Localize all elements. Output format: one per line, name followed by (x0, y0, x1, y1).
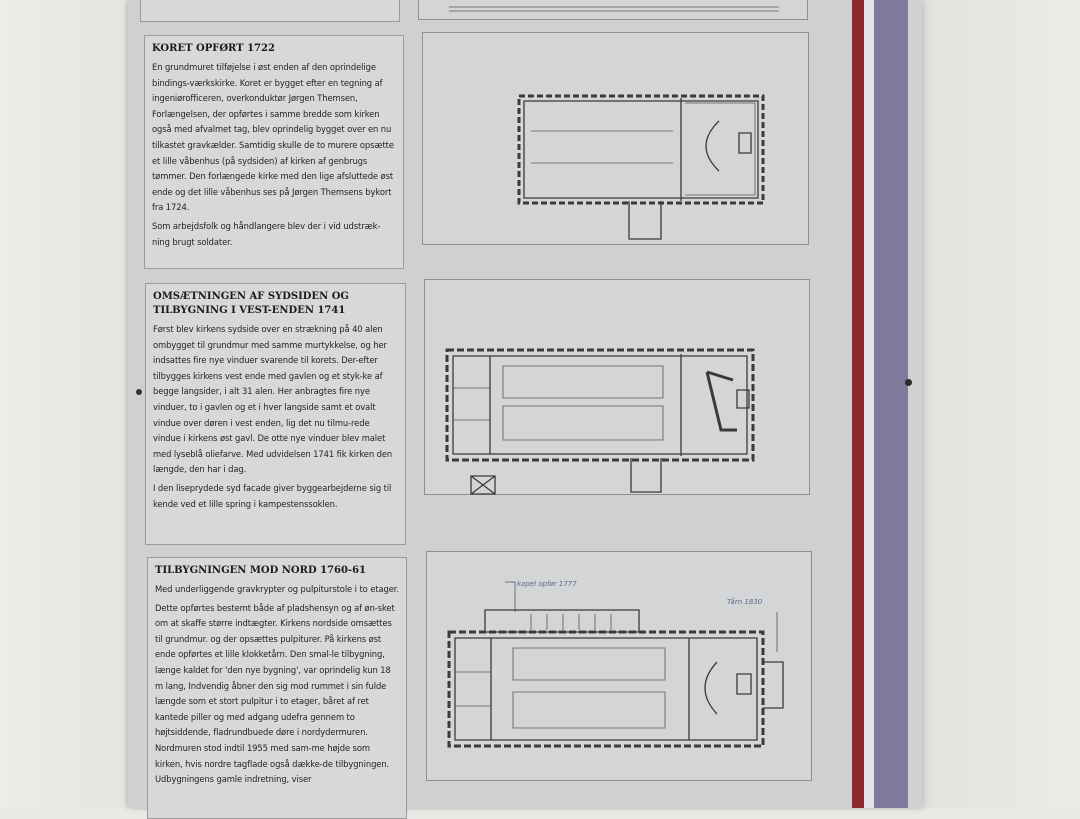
section-omsaetning (145, 283, 406, 545)
wall-right (920, 0, 1080, 808)
previous-plan-box (418, 0, 808, 20)
flag-stripe-white (864, 0, 874, 808)
previous-plan-sketch (419, 0, 809, 21)
floor-plan-sketch (427, 552, 813, 782)
section-heading: TILBYGNINGEN MOD NORD 1760-61 (155, 565, 366, 576)
floor-plan-1760 (426, 551, 812, 781)
section-heading: KORET OPFØRT 1722 (152, 43, 275, 54)
section-heading: OMSÆTNINGEN AF SYDSIDEN OG TILBYGNING I VEST-ENDEN 1741 (153, 291, 349, 316)
section-paragraph: Med underliggende gravkrypter og pulpiturstole i to etager. (155, 584, 399, 594)
section-paragraph: Først blev kirkens sydside over en strækning på 40 alen ombygget til grundmur med samme murtykkelse, og her indsattes fire nye vinduer svarende til korets. Der-efter tilbygges kirkens vest ende med gavlen og et styk-ke af begge langsider, i alt 31 alen. Her anbragtes fire nye vinduer, to i gavlen og et i hver langside samt et ovalt vindue over døren i vest enden, lig det nu tilmu-rede vindue i kirkens øst gavl. De otte nye vinduer blev malet med lyseblå oliefarve. Med udvidelsen 1741 fik kirken den længde, den har i dag. (153, 324, 393, 475)
floor-plan-sketch (425, 280, 811, 496)
plan-note-tower: Tårn 1830 (727, 598, 763, 606)
flag-stripe-red (852, 0, 864, 808)
section-tilbygning-nord (147, 557, 407, 819)
flag-stripe-blue (874, 0, 908, 808)
section-paragraph: Dette opførtes bestemt både af pladshensyn og af øn-sket om at skaffe større indtægter. Kirkens nordside omsættes til grundmur. og der opsættes pulpiturer. På kirkens øst ende opførtes et lille klokketårn. Den smal-le tilbygning, længe kaldet for 'den nye bygning', var oprindelig kun 18 m lang, Indvendig åbner den sig mod rummet i sin fulde længde som et stort pulpitur i to etager, båret af ret kantede piller og med adgang udefra gennem to højtsiddende, fladrundbuede døre i nordydermuren. Nordmuren stod indtil 1955 med sam-me højde som kirken, hvis nordre tagflade også dække-de tilbygningen. Udbygningens gamle indretning, viser (155, 602, 395, 785)
floor-plan-1741 (424, 279, 810, 495)
plan-note-chapel: kapel opfør 1777 (517, 580, 577, 588)
section-paragraph: Som arbejdsfolk og håndlangere blev der i vid udstræk-ning brugt soldater. (152, 220, 381, 247)
board-pin (136, 389, 142, 395)
section-paragraph: I den liseprydede syd facade giver byggearbejderne sig til kende ved et lille spring i kampestenssoklen. (153, 482, 392, 509)
section-paragraph: En grundmuret tilføjelse i øst enden af den oprindelige bindings-værkskirke. Koret er bygget efter en tegning af ingeniørofficeren, overkonduktør Jørgen Themsen, Forlængelsen, der opførtes i samme bredde som kirken også med afvalmet tag, blev oprindelig bygget over en nu tilkastet gravkælder. Samtidig skulle de to murere opsætte et lille våbenhus (på sydsiden) af kirken af genbrugs tømmer. Den forlængede kirke med den lige afsluttede øst ende og det lille våbenhus ses på Jørgen Themsens bykort fra 1724. (152, 62, 394, 213)
previous-text-box (140, 0, 400, 22)
wall-pin (905, 379, 912, 386)
floor-plan-1722 (422, 32, 809, 245)
section-koret (144, 35, 404, 269)
floor-plan-sketch (423, 33, 810, 246)
wall-left (0, 0, 130, 808)
